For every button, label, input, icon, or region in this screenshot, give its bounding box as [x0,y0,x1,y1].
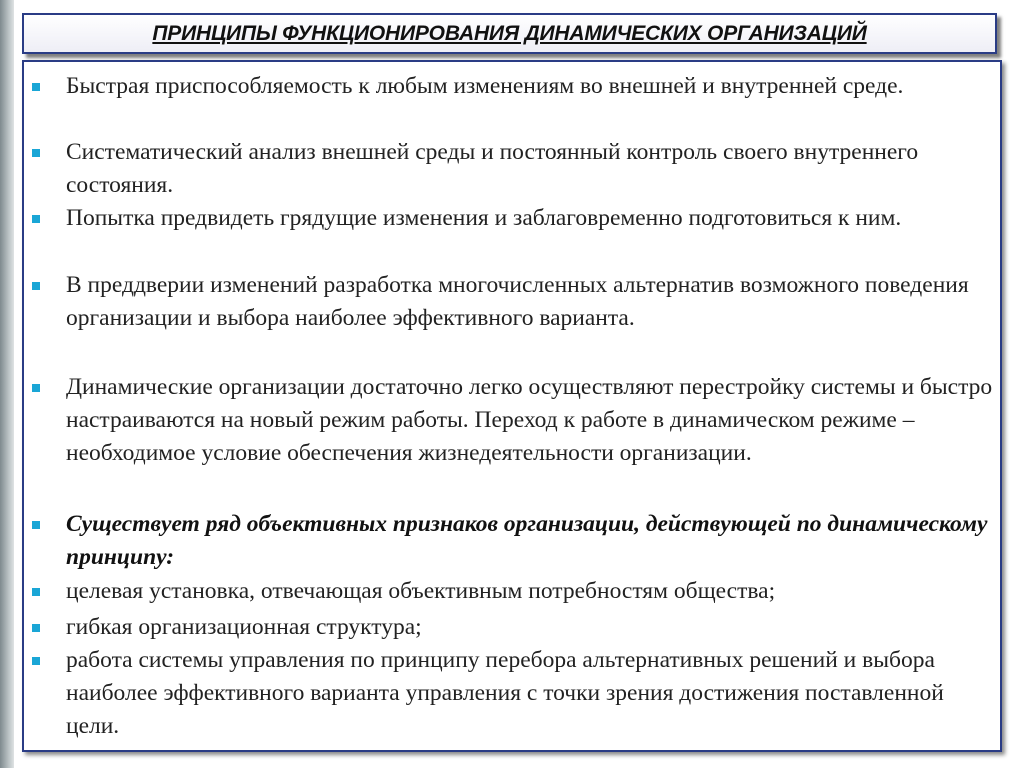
list-item-text: Быстрая приспособляемость к любым изменениям во внешней и внутренней среде. [66,73,904,99]
square-bullet-icon [32,521,40,529]
list-item-text: гибкая организационная структура; [66,614,422,640]
title-banner [22,13,997,54]
list-item-text-emphasis: Существует ряд объективных признаков организации, действующей по динамическому принципу: [66,511,988,570]
square-bullet-icon [32,215,40,223]
square-bullet-icon [32,624,40,632]
list-item-text: Динамические организации достаточно легко осуществляют перестройку системы и быстро настраиваются на новый режим работы. Переход к работе в динамическом режиме – необходимое условие обеспечения жизнедеятельности организации. [66,374,993,466]
square-bullet-icon [32,149,40,157]
list-item-text: работа системы управления по принципу перебора альтернативных решений и выбора наиболее эффективного варианта управления с точки зрения достижения поставленной цели. [66,647,944,739]
list-item-text: целевая установка, отвечающая объективным потребностям общества; [66,578,776,604]
square-bullet-icon [32,588,40,596]
list-item-text: Систематический анализ внешней среды и постоянный контроль своего внутреннего состояния. [66,139,919,198]
left-decorative-band [0,0,14,768]
list-item-text: Попытка предвидеть грядущие изменения и заблаговременно подготовиться к ним. [66,205,902,231]
square-bullet-icon [32,657,40,665]
square-bullet-icon [32,83,40,91]
slide-title: ПРИНЦИПЫ ФУНКЦИОНИРОВАНИЯ ДИНАМИЧЕСКИХ ОРГАНИЗАЦИЙ [152,21,867,45]
list-item-text: В преддверии изменений разработка многочисленных альтернатив возможного поведения организации и выбора наиболее эффективного варианта. [66,272,969,331]
square-bullet-icon [32,282,40,290]
square-bullet-icon [32,384,40,392]
content-panel [22,60,1002,752]
